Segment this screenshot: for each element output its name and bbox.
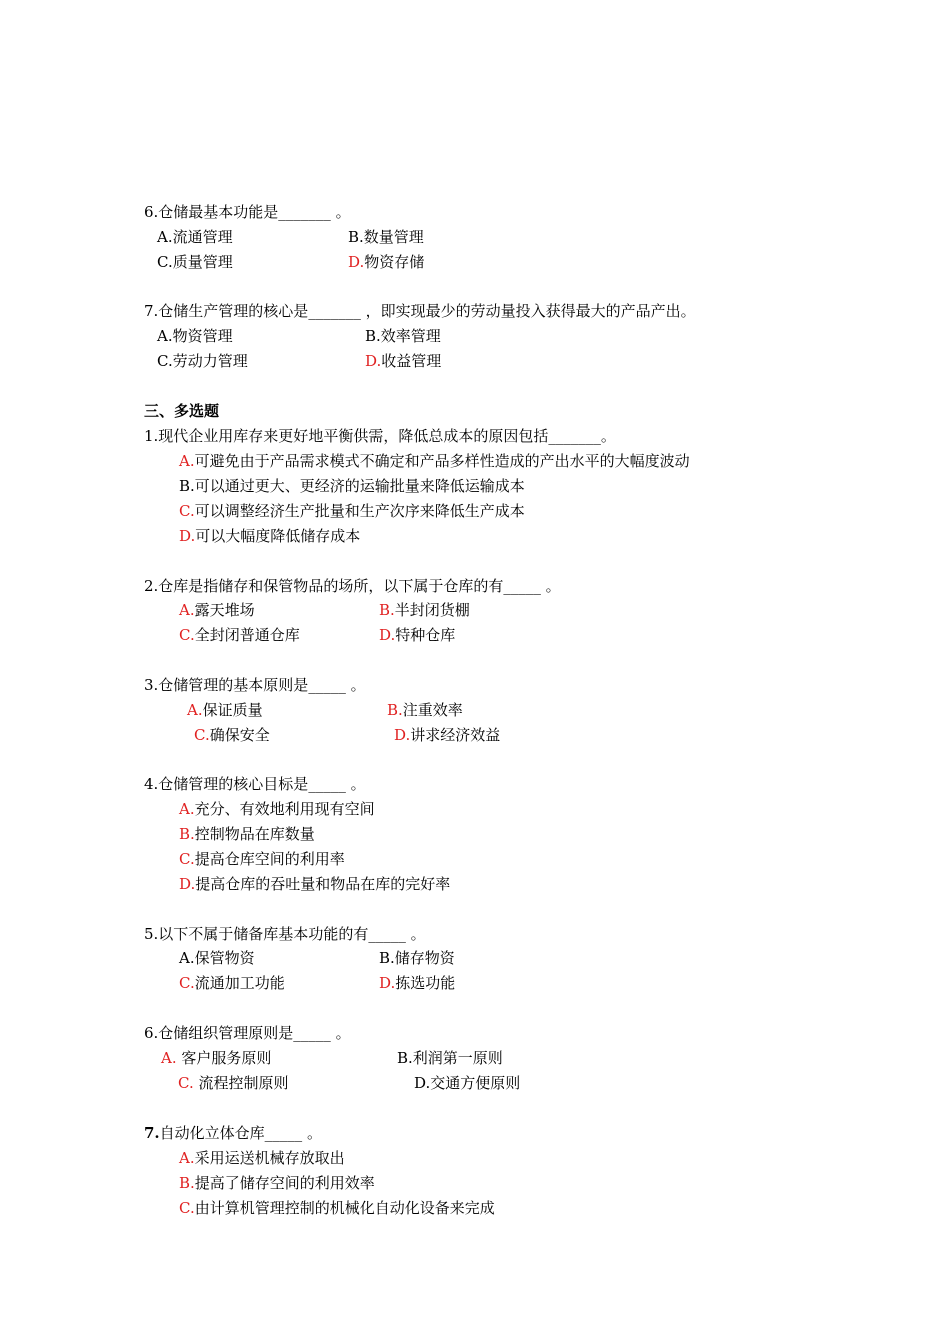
option: D.物资存储 xyxy=(348,253,425,271)
option-letter: D. xyxy=(348,253,365,271)
question-stem: 4.仓储管理的核心目标是_____ 。 xyxy=(144,775,366,793)
option-letter: A. xyxy=(179,452,195,470)
option-letter: B. xyxy=(179,477,195,495)
option-letter: A. xyxy=(179,800,195,818)
option-letter: B. xyxy=(387,701,403,719)
option: A.物资管理 xyxy=(157,327,233,345)
option-letter: C. xyxy=(157,352,173,370)
option-letter: A. xyxy=(161,1049,177,1067)
option-letter: D. xyxy=(179,875,196,893)
option: D.收益管理 xyxy=(365,352,442,370)
question-stem: 5.以下不属于储备库基本功能的有_____ 。 xyxy=(144,925,426,943)
option: B.注重效率 xyxy=(387,701,463,719)
option: A.流通管理 xyxy=(157,228,233,246)
option-letter: B. xyxy=(397,1049,413,1067)
option-letter: B. xyxy=(365,327,381,345)
option-letter: D. xyxy=(379,626,396,644)
option: B.利润第一原则 xyxy=(397,1049,503,1067)
option-letter: D. xyxy=(379,974,396,992)
option-letter: A. xyxy=(179,601,195,619)
option-letter: D. xyxy=(365,352,382,370)
option: C.由计算机管理控制的机械化自动化设备来完成 xyxy=(179,1199,495,1217)
option: C. 流程控制原则 xyxy=(178,1074,289,1092)
option-letter: C. xyxy=(194,726,210,744)
option: D.提高仓库的吞吐量和物品在库的完好率 xyxy=(179,875,451,893)
option-letter: C. xyxy=(157,253,173,271)
option: A.露天堆场 xyxy=(179,601,255,619)
option: C.质量管理 xyxy=(157,253,233,271)
option: B.效率管理 xyxy=(365,327,441,345)
option-letter: C. xyxy=(179,626,195,644)
option: A.充分、有效地利用现有空间 xyxy=(179,800,375,818)
option: D.交通方便原则 xyxy=(414,1074,521,1092)
question-stem: 6.仓储最基本功能是_______ 。 xyxy=(144,203,351,221)
option: C.劳动力管理 xyxy=(157,352,248,370)
option-letter: A. xyxy=(179,949,195,967)
option-letter: A. xyxy=(187,701,203,719)
option: B.半封闭货棚 xyxy=(379,601,470,619)
option: D.特种仓库 xyxy=(379,626,456,644)
option: C.流通加工功能 xyxy=(179,974,285,992)
question-stem: 7.自动化立体仓库_____ 。 xyxy=(144,1124,322,1142)
question-stem: 2.仓库是指储存和保管物品的场所，以下属于仓库的有_____ 。 xyxy=(144,577,561,595)
option-letter: B. xyxy=(379,601,395,619)
option: B.控制物品在库数量 xyxy=(179,825,315,843)
question-stem: 7.仓储生产管理的核心是_______ ，即实现最少的劳动量投入获得最大的产品产出。 xyxy=(144,302,696,320)
option-letter: C. xyxy=(179,502,195,520)
option: B.储存物资 xyxy=(379,949,455,967)
option-letter: C. xyxy=(179,974,195,992)
option: A.保管物资 xyxy=(179,949,255,967)
option-letter: D. xyxy=(179,527,196,545)
option-letter: D. xyxy=(414,1074,431,1092)
option: C.提高仓库空间的利用率 xyxy=(179,850,345,868)
section-title: 三、多选题 xyxy=(144,402,220,420)
option: D.讲求经济效益 xyxy=(394,726,501,744)
option-letter: B. xyxy=(179,825,195,843)
option-letter: C. xyxy=(178,1074,194,1092)
option: C.确保安全 xyxy=(194,726,270,744)
option: C.全封闭普通仓库 xyxy=(179,626,300,644)
option: B.提高了储存空间的利用效率 xyxy=(179,1174,375,1192)
option: C.可以调整经济生产批量和生产次序来降低生产成本 xyxy=(179,502,525,520)
question-stem: 1.现代企业用库存来更好地平衡供需，降低总成本的原因包括_______。 xyxy=(144,427,616,445)
option: A.采用运送机械存放取出 xyxy=(179,1149,345,1167)
option-letter: B. xyxy=(179,1174,195,1192)
option-letter: C. xyxy=(179,850,195,868)
option-letter: A. xyxy=(179,1149,195,1167)
option: A. 客户服务原则 xyxy=(161,1049,272,1067)
option: A.可避免由于产品需求模式不确定和产品多样性造成的产出水平的大幅度波动 xyxy=(179,452,690,470)
option: D.拣选功能 xyxy=(379,974,456,992)
option-letter: B. xyxy=(379,949,395,967)
option-letter: A. xyxy=(157,228,173,246)
option: A.保证质量 xyxy=(187,701,263,719)
option-letter: A. xyxy=(157,327,173,345)
option-letter: D. xyxy=(394,726,411,744)
option: B.数量管理 xyxy=(348,228,424,246)
option-letter: C. xyxy=(179,1199,195,1217)
option-letter: B. xyxy=(348,228,364,246)
option: D.可以大幅度降低储存成本 xyxy=(179,527,361,545)
option: B.可以通过更大、更经济的运输批量来降低运输成本 xyxy=(179,477,525,495)
question-stem: 3.仓储管理的基本原则是_____ 。 xyxy=(144,676,366,694)
question-stem: 6.仓储组织管理原则是_____ 。 xyxy=(144,1024,351,1042)
